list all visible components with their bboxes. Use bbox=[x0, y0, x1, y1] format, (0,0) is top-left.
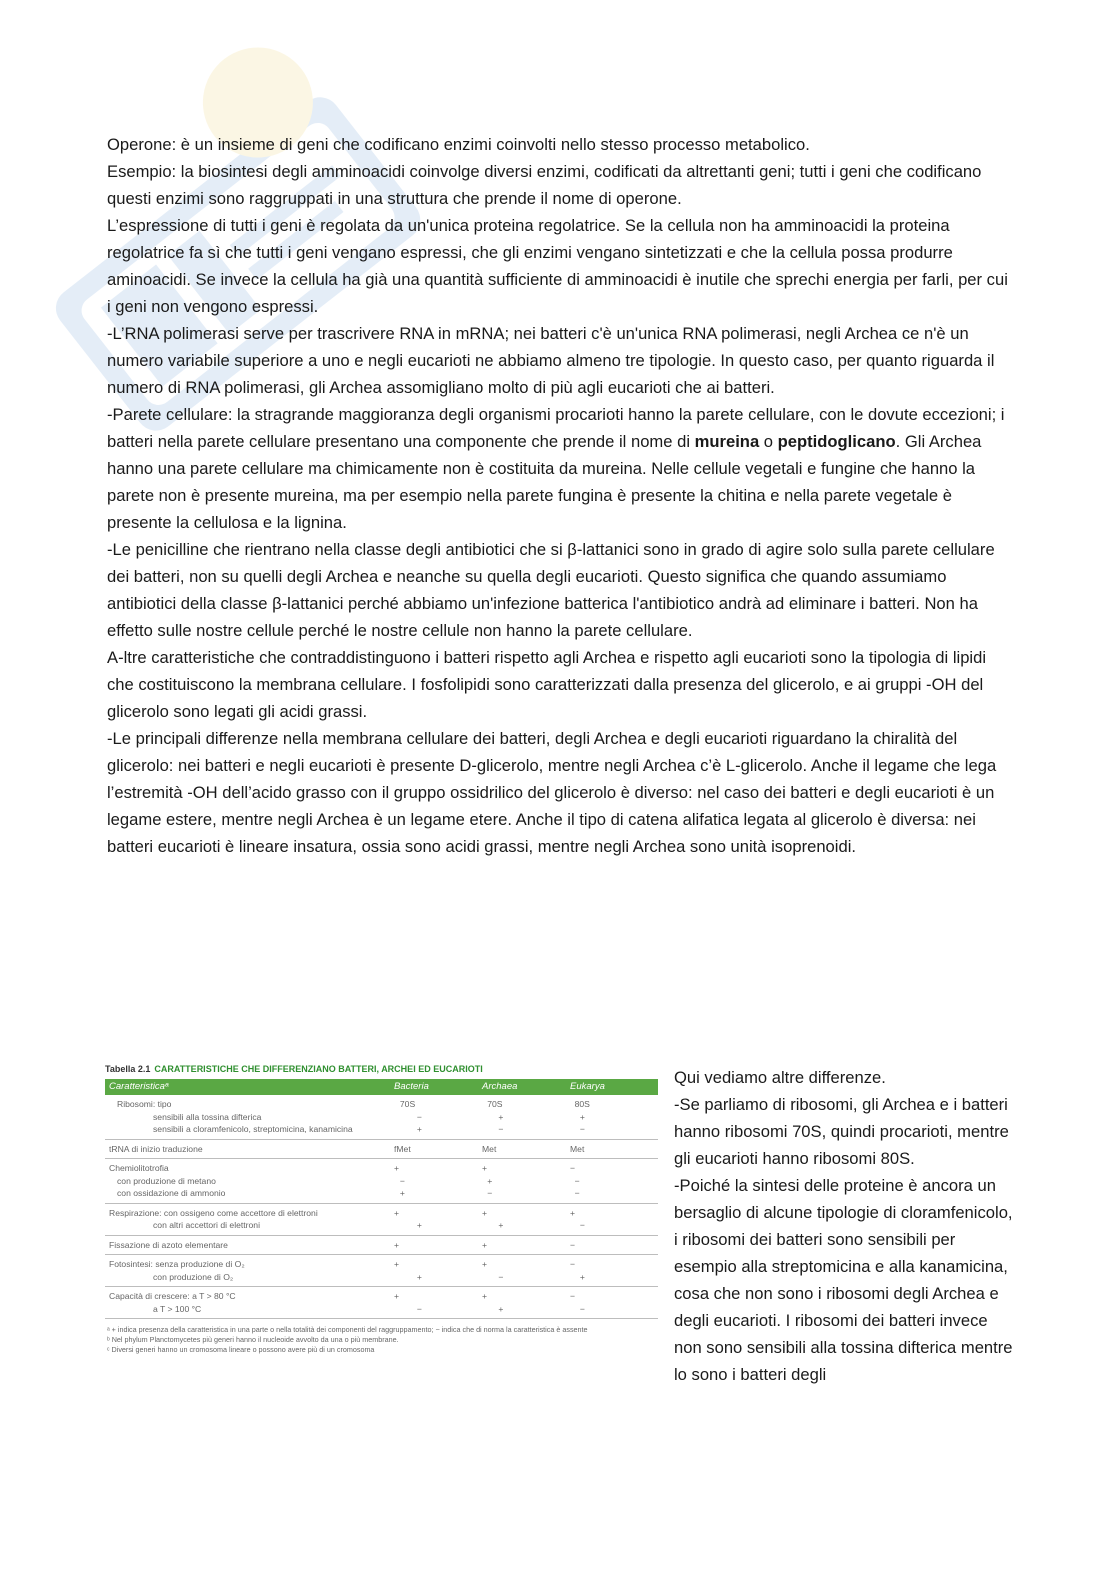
paragraph: L’espressione di tutti i geni è regolata da un'unica proteina regolatrice. Se la cellula non ha amminoacidi la proteina regolatrice fa sì che tutti i geni vengano espressi, che gli enzimi vengano sintetizzati e che la cellula possa produrre aminoacidi. Se invece la cellula ha già una quantità sufficiente di amminoacidi è inutile che sprechi energia per farli, per cui i geni non vengono espressi. bbox=[107, 216, 1008, 316]
bacteria-cell: + bbox=[399, 1188, 405, 1198]
eukarya-cell: − bbox=[574, 1175, 580, 1186]
paragraph: Esempio: la biosintesi degli amminoacidi coinvolge diversi enzimi, codificati da altrettanti geni; tutti i geni che codificano questi enzimi sono raggruppati in una struttura che prende il nome di operone. bbox=[107, 162, 982, 208]
row-label: sensibili alla tossina difterica bbox=[153, 1111, 262, 1122]
text-span: . Gli Archea hanno una parete cellulare ma chimicamente non è costituita da mureina. Nelle cellule vegetali e fungine che hanno la parete non è presente mureina, ma per esempio nella parete fungina è presente la chitina e nella parete vegetale è presente la cellulosa e la lignina. bbox=[107, 432, 982, 532]
paragraph: Qui vediamo altre differenze. bbox=[674, 1068, 886, 1087]
bacteria-cell: + bbox=[416, 1220, 422, 1230]
paragraph: -Le principali differenze nella membrana cellulare dei batteri, degli Archea e degli eucarioti riguardano la chiralità del glicerolo: nei batteri e negli eucarioti è presente D-glicerolo, mentre negli Archea c’è L-glicerolo. Anche il legame che lega l’estremità -OH dell’acido grasso con il gruppo ossidrilico del glicerolo è diverso: nel caso dei batteri e degli eucarioti è un legame estere, mentre negli Archea è un legame etere. Anche il tipo di catena alifatica legata al glicerolo è diversa: nei batteri eucarioti è lineare insatura, ossia sono acidi grassi, mentre negli Archea sono unità isoprenoidi. bbox=[107, 729, 997, 856]
archaea-cell: − bbox=[487, 1188, 493, 1198]
table-header bbox=[105, 1079, 658, 1095]
row-label: Chemiolitotrofia bbox=[109, 1163, 169, 1173]
paragraph: -Se parliamo di ribosomi, gli Archea e i batteri hanno ribosomi 70S, quindi procarioti, mentre gli eucarioti hanno ribosomi 80S. bbox=[674, 1095, 1009, 1168]
archaea-cell: + bbox=[482, 1239, 488, 1250]
text-span: o bbox=[759, 432, 778, 451]
table-row bbox=[109, 1271, 654, 1284]
row-label: con produzione di metano bbox=[117, 1175, 216, 1186]
bold-term: peptidoglicano bbox=[777, 432, 896, 451]
table-row bbox=[109, 1290, 654, 1303]
table-note: ᵇ Nel phylum Planctomycetes più generi hanno il nucleoide avvolto da una o più membrane. bbox=[107, 1335, 399, 1344]
bacteria-cell: + bbox=[416, 1124, 422, 1134]
table-row-group bbox=[105, 1159, 658, 1204]
paragraph: Operone: è un insieme di geni che codificano enzimi coinvolti nello stesso processo metabolico. bbox=[107, 135, 810, 154]
table-row bbox=[109, 1207, 654, 1220]
header-cell: Bacteria bbox=[394, 1081, 429, 1092]
table-row bbox=[109, 1098, 654, 1111]
table-body bbox=[105, 1095, 658, 1319]
text-span: -Parete cellulare: la stragrande maggioranza degli organismi procarioti hanno la parete cellulare, con le dovute eccezioni; i batteri nella parete cellulare presentano una componente che prende il nome di bbox=[107, 405, 1005, 451]
table-row bbox=[109, 1239, 654, 1252]
table-row bbox=[109, 1219, 654, 1232]
archaea-cell: + bbox=[482, 1291, 488, 1301]
table-row bbox=[109, 1187, 654, 1200]
bacteria-cell: − bbox=[416, 1303, 422, 1314]
row-label: con ossidazione di ammonio bbox=[117, 1188, 226, 1198]
paragraph: A-ltre caratteristiche che contraddistinguono i batteri rispetto agli Archea e rispetto agli eucarioti sono la tipologia di lipidi che costituiscono la membrana cellulare. I fosfolipidi sono caratterizzati dalla presenza del glicerolo, e ai gruppi -OH del glicerolo sono legati gli acidi grassi. bbox=[107, 648, 987, 721]
eukarya-cell: − bbox=[574, 1188, 580, 1198]
eukarya-cell: − bbox=[570, 1163, 576, 1173]
eukarya-cell: − bbox=[579, 1124, 585, 1134]
eukarya-cell: − bbox=[579, 1220, 585, 1230]
bacteria-cell: + bbox=[394, 1291, 400, 1301]
eukarya-cell: − bbox=[570, 1239, 576, 1250]
eukarya-cell: + bbox=[579, 1111, 585, 1122]
table-row bbox=[109, 1175, 654, 1188]
paragraph: -Poiché la sintesi delle proteine è ancora un bersaglio di alcune tipologie di cloramfenicolo, i ribosomi dei batteri sono sensibili per esempio alla streptomicina e alla kanamicina, cosa che non sono i ribosomi degli Archea e degli eucarioti. I ribosomi dei batteri invece non sono sensibili alla tossina difterica mentre lo sono i batteri degli bbox=[674, 1176, 1013, 1384]
row-label: Capacità di crescere: a T > 80 °C bbox=[109, 1291, 236, 1301]
table-notes bbox=[105, 1319, 658, 1355]
row-label: a T > 100 °C bbox=[153, 1303, 202, 1314]
row-label: con altri accettori di elettroni bbox=[153, 1220, 260, 1230]
bacteria-cell: fMet bbox=[394, 1143, 411, 1154]
archaea-cell: − bbox=[498, 1271, 504, 1282]
archaea-cell: + bbox=[482, 1207, 488, 1218]
comparison-table bbox=[105, 1064, 658, 1434]
bacteria-cell: − bbox=[399, 1175, 405, 1186]
row-label: tRNA di inizio traduzione bbox=[109, 1143, 203, 1154]
archaea-cell: + bbox=[487, 1175, 493, 1186]
table-row-group bbox=[105, 1255, 658, 1287]
bacteria-cell: + bbox=[416, 1271, 422, 1282]
bacteria-cell: 70S bbox=[399, 1099, 416, 1109]
eukarya-cell: Met bbox=[570, 1143, 585, 1154]
row-label: Fotosintesi: senza produzione di O₂ bbox=[109, 1259, 245, 1269]
eukarya-cell: − bbox=[579, 1303, 585, 1314]
archaea-cell: + bbox=[482, 1163, 488, 1173]
table-row-group bbox=[105, 1140, 658, 1160]
archaea-cell: Met bbox=[482, 1143, 497, 1154]
row-label: con produzione di O₂ bbox=[153, 1271, 234, 1282]
table-row bbox=[109, 1162, 654, 1175]
row-label: Fissazione di azoto elementare bbox=[109, 1239, 228, 1250]
bacteria-cell: + bbox=[394, 1259, 400, 1269]
paragraph-parete bbox=[107, 401, 1012, 536]
archaea-cell: + bbox=[498, 1220, 504, 1230]
archaea-cell: + bbox=[482, 1259, 488, 1269]
table-row bbox=[109, 1258, 654, 1271]
row-label: sensibili a cloramfenicolo, streptomicina, kanamicina bbox=[153, 1124, 353, 1134]
bacteria-cell: + bbox=[394, 1163, 400, 1173]
table-title: CARATTERISTICHE CHE DIFFERENZIANO BATTERI, ARCHEI ED EUCARIOTI bbox=[154, 1064, 483, 1074]
eukarya-cell: 80S bbox=[574, 1099, 590, 1109]
eukarya-cell: − bbox=[570, 1259, 576, 1269]
bold-term: mureina bbox=[694, 432, 760, 451]
main-text bbox=[107, 131, 1012, 860]
table-note: ᵃ + indica presenza della caratteristica in una parte o nella totalità dei componenti del raggruppamento; − indica che di norma la caratteristica è assente bbox=[107, 1325, 588, 1334]
table-note: ᶜ Diversi generi hanno un cromosoma lineare o possono avere più di un cromosoma bbox=[107, 1345, 375, 1354]
row-label: Ribosomi: tipo bbox=[117, 1099, 172, 1109]
header-cell: Caratteristicaᵃ bbox=[109, 1081, 169, 1092]
side-text bbox=[674, 1064, 1014, 1388]
table-row bbox=[109, 1111, 654, 1124]
header-cell: Eukarya bbox=[570, 1081, 605, 1092]
bacteria-cell: + bbox=[394, 1239, 400, 1250]
eukarya-cell: + bbox=[579, 1271, 585, 1282]
bacteria-cell: + bbox=[394, 1207, 400, 1218]
table-row bbox=[109, 1123, 654, 1136]
table-row bbox=[109, 1143, 654, 1156]
table-row-group bbox=[105, 1095, 658, 1140]
table-row-group bbox=[105, 1204, 658, 1236]
table-row-group bbox=[105, 1236, 658, 1256]
archaea-cell: − bbox=[498, 1124, 504, 1134]
table-row bbox=[109, 1303, 654, 1316]
eukarya-cell: − bbox=[570, 1291, 576, 1301]
archaea-cell: + bbox=[498, 1303, 504, 1314]
paragraph: -Le penicilline che rientrano nella classe degli antibiotici che si β-lattanici sono in grado di agire solo sulla parete cellulare dei batteri, non su quelli degli Archea e neanche su quella degli eucarioti. Questo significa che quando assumiamo antibiotici della classe β-lattanici perché abbiamo un'infezione batterica l'antibiotico andrà ad eliminare i batteri. Non ha effetto sulle nostre cellule perché le nostre cellule non hanno la parete cellulare. bbox=[107, 540, 995, 640]
row-label: Respirazione: con ossigeno come accettore di elettroni bbox=[109, 1207, 318, 1218]
archaea-cell: + bbox=[498, 1111, 504, 1122]
table-caption bbox=[105, 1064, 658, 1076]
bacteria-cell: − bbox=[416, 1111, 422, 1122]
table-row-group bbox=[105, 1287, 658, 1319]
table-number: Tabella 2.1 bbox=[105, 1064, 151, 1074]
paragraph: -L’RNA polimerasi serve per trascrivere RNA in mRNA; nei batteri c'è un'unica RNA polimerasi, negli Archea ce n'è un numero variabile superiore a uno e negli eucarioti ne abbiamo almeno tre tipologie. In questo caso, per quanto riguarda il numero di RNA polimerasi, gli Archea assomigliano molto di più agli eucarioti che ai batteri. bbox=[107, 324, 995, 397]
archaea-cell: 70S bbox=[487, 1099, 503, 1109]
eukarya-cell: + bbox=[570, 1207, 576, 1218]
header-cell: Archaea bbox=[482, 1081, 518, 1092]
